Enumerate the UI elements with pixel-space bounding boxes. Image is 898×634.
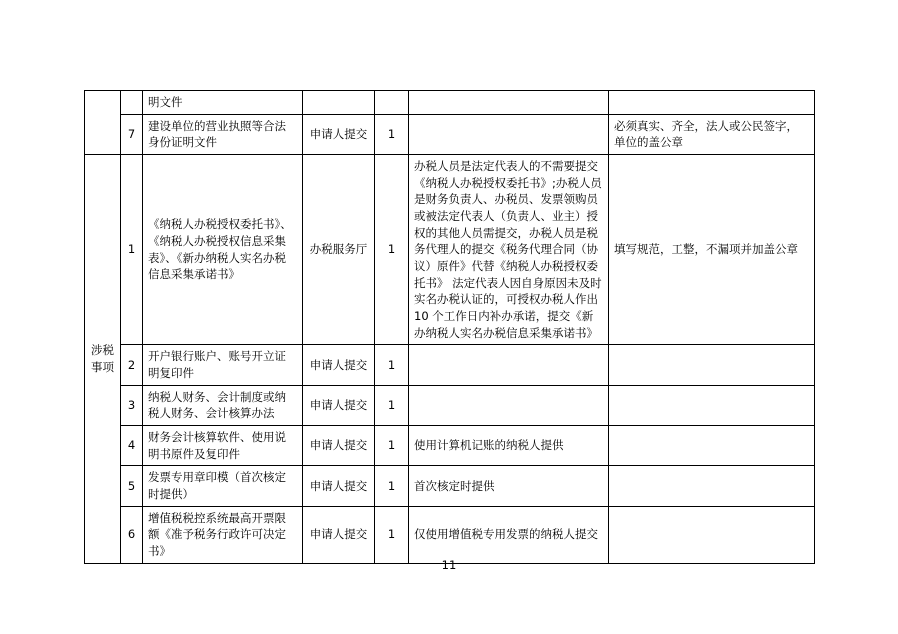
row-count: 1 xyxy=(375,345,409,385)
row-count: 1 xyxy=(375,466,409,506)
row-count: 1 xyxy=(375,506,409,563)
row-number: 3 xyxy=(121,385,143,425)
row-form: 申请人提交 xyxy=(303,426,375,466)
table-row xyxy=(85,91,815,115)
row-note xyxy=(609,426,815,466)
row-form xyxy=(303,91,375,115)
row-note: 必须真实、齐全，法人或公民签字，单位的盖公章 xyxy=(609,114,815,154)
row-requirement xyxy=(409,385,609,425)
table-row xyxy=(85,385,815,425)
row-count: 1 xyxy=(375,385,409,425)
row-requirement xyxy=(409,345,609,385)
row-requirement: 首次核定时提供 xyxy=(409,466,609,506)
row-form: 申请人提交 xyxy=(303,114,375,154)
row-count: 1 xyxy=(375,114,409,154)
row-material: 发票专用章印模（首次核定时提供） xyxy=(143,466,303,506)
table-row xyxy=(85,426,815,466)
row-number: 4 xyxy=(121,426,143,466)
row-material: 增值税税控系统最高开票限额《准予税务行政许可决定书》 xyxy=(143,506,303,563)
row-requirement xyxy=(409,114,609,154)
row-requirement: 仅使用增值税专用发票的纳税人提交 xyxy=(409,506,609,563)
row-form: 申请人提交 xyxy=(303,345,375,385)
row-number: 6 xyxy=(121,506,143,563)
row-material: 明文件 xyxy=(143,91,303,115)
row-material: 《纳税人办税授权委托书》、《纳税人办税授权信息采集表》、《新办纳税人实名办税信息采集承诺书》 xyxy=(143,155,303,345)
row-note: 填写规范，工整，不漏项并加盖公章 xyxy=(609,155,815,345)
table-row xyxy=(85,155,815,345)
row-count xyxy=(375,91,409,115)
row-form: 办税服务厅 xyxy=(303,155,375,345)
row-requirement: 使用计算机记账的纳税人提供 xyxy=(409,426,609,466)
table-row xyxy=(85,345,815,385)
row-number xyxy=(121,91,143,115)
table-row xyxy=(85,466,815,506)
row-material: 开户银行账户、账号开立证明复印件 xyxy=(143,345,303,385)
row-note xyxy=(609,91,815,115)
row-count: 1 xyxy=(375,426,409,466)
table-row xyxy=(85,506,815,563)
row-material: 纳税人财务、会计制度或纳税人财务、会计核算办法 xyxy=(143,385,303,425)
row-group-tax-matters: 涉税事项 xyxy=(85,155,121,564)
row-note xyxy=(609,345,815,385)
row-form: 申请人提交 xyxy=(303,506,375,563)
row-requirement: 办税人员是法定代表人的不需要提交《纳税人办税授权委托书》;办税人员是财务负责人、办税员、发票领购员或被法定代表人（负责人、业主）授权的其他人员需提交，办税人员是税务代理人的提交《税务代理合同（协议）原件》代替《纳税人办税授权委托书》 法定代表人因自身原因未及时实名办税认证的，可授权办税人作出 10 个工作日内补办承诺，提交《新办纳税人实名办税信息采集承诺书》 xyxy=(409,155,609,345)
row-count: 1 xyxy=(375,155,409,345)
row-form: 申请人提交 xyxy=(303,466,375,506)
page-number: 11 xyxy=(441,558,457,572)
row-number: 1 xyxy=(121,155,143,345)
row-note xyxy=(609,506,815,563)
materials-table xyxy=(84,90,815,564)
row-material: 建设单位的营业执照等合法身份证明文件 xyxy=(143,114,303,154)
row-requirement xyxy=(409,91,609,115)
row-material: 财务会计核算软件、使用说明书原件及复印件 xyxy=(143,426,303,466)
row-form: 申请人提交 xyxy=(303,385,375,425)
row-number: 5 xyxy=(121,466,143,506)
row-number: 7 xyxy=(121,114,143,154)
row-note xyxy=(609,466,815,506)
row-number: 2 xyxy=(121,345,143,385)
row-note xyxy=(609,385,815,425)
row-group-blank xyxy=(85,91,121,155)
table-row xyxy=(85,114,815,154)
